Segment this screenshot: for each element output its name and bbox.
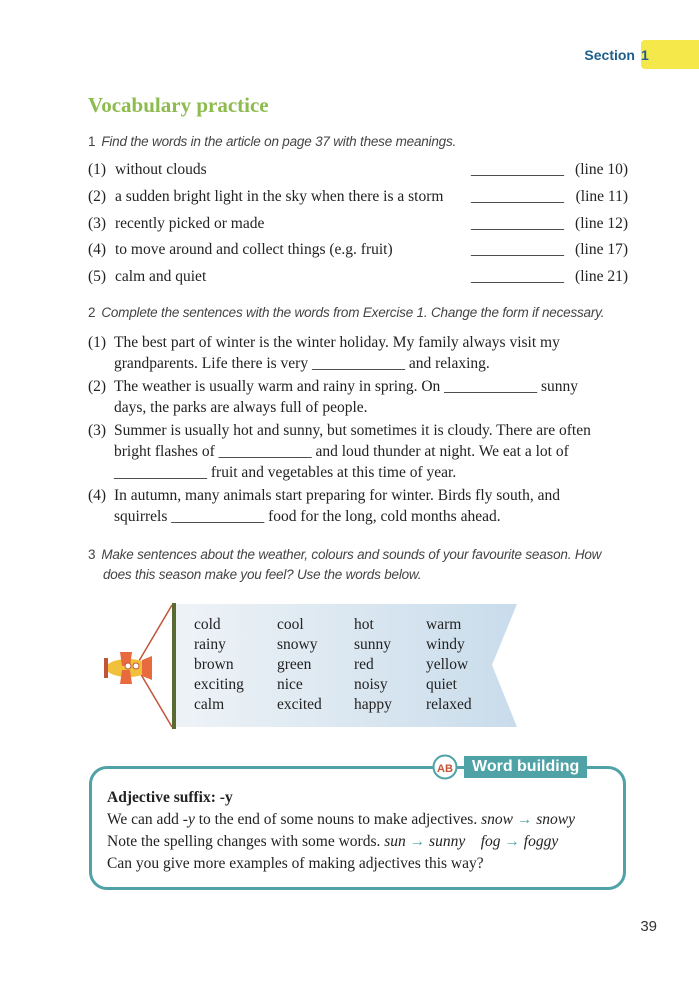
answer-blank[interactable]: ____________ — [471, 268, 564, 285]
word: yellow — [426, 656, 469, 673]
item-text: recently picked or made — [115, 215, 265, 232]
arrow-icon: → — [516, 811, 533, 828]
word: relaxed — [426, 696, 472, 713]
word-building-header — [432, 754, 587, 780]
word: sunny — [354, 636, 392, 653]
word: exciting — [194, 676, 244, 693]
item-number: (4) — [88, 487, 107, 504]
word-building-line3: Can you give more examples of making adjectives this way? — [107, 855, 484, 872]
word: noisy — [354, 676, 388, 693]
item-number: (3) — [88, 422, 107, 439]
word: windy — [426, 636, 465, 653]
word: happy — [354, 696, 392, 713]
word: cold — [194, 616, 221, 633]
word: brown — [194, 656, 234, 673]
exercise2-instruction-text: Complete the sentences with the words from Exercise 1. Change the form if necessary. — [101, 305, 605, 320]
exercise1-number: 1 — [88, 134, 96, 149]
word: hot — [354, 616, 374, 633]
word: warm — [426, 616, 462, 633]
sentence-line: In autumn, many animals start preparing for winter. Birds fly south, and — [114, 487, 560, 504]
item-number: (2) — [88, 188, 107, 205]
exercise1-instruction — [88, 134, 456, 149]
word-building-label: Word building — [464, 756, 587, 778]
section-number: 1 — [641, 40, 699, 69]
sentence-line: bright flashes of ____________ and loud thunder at night. We eat a lot of — [114, 443, 569, 460]
word: excited — [277, 696, 322, 713]
exercise1-item — [88, 241, 628, 261]
exercise2-item — [88, 332, 623, 374]
word-column — [354, 615, 392, 715]
item-number: (1) — [88, 161, 107, 178]
word-building-icon — [432, 754, 458, 780]
item-number: (3) — [88, 215, 107, 232]
sentence-line: ____________ fruit and vegetables at this time of year. — [114, 464, 457, 481]
sentence-line: The best part of winter is the winter holiday. My family always visit my — [114, 334, 560, 351]
exercise3-instruction — [88, 545, 601, 585]
exercise1-item — [88, 161, 628, 181]
exercise2-number: 2 — [88, 305, 96, 320]
arrow-icon: → — [409, 833, 426, 850]
answer-blank[interactable]: ____________ — [471, 215, 564, 232]
exercise2-item — [88, 485, 623, 527]
section-label: Section — [584, 46, 635, 63]
word: cool — [277, 616, 304, 633]
item-text: without clouds — [115, 161, 207, 178]
exercise2-instruction — [88, 305, 604, 320]
word-building-heading: Adjective suffix: -y — [107, 789, 233, 806]
arrow-icon: → — [504, 833, 520, 850]
item-number: (1) — [88, 334, 107, 351]
line-ref: (line 10) — [575, 161, 628, 178]
sentence-line: Summer is usually hot and sunny, but sometimes it is cloudy. There are often — [114, 422, 591, 439]
item-text: to move around and collect things (e.g. fruit) — [115, 241, 393, 258]
item-number: (2) — [88, 378, 107, 395]
sentence-line: squirrels ____________ food for the long, cold months ahead. — [114, 508, 501, 525]
exercise1-item — [88, 268, 628, 288]
word-building-line1: We can add -y to the end of some nouns to make adjectives. snow → snowy — [107, 811, 575, 828]
page-title: Vocabulary practice — [88, 93, 269, 117]
exercise1-item — [88, 215, 628, 235]
line-ref: (line 11) — [575, 188, 628, 205]
answer-blank[interactable]: ____________ — [471, 161, 564, 178]
word: nice — [277, 676, 303, 693]
sentence-line: grandparents. Life there is very ____________ and relaxing. — [114, 355, 490, 372]
word: calm — [194, 696, 225, 713]
exercise2-item — [88, 376, 623, 418]
sentence-line: The weather is usually warm and rainy in spring. On ____________ sunny — [114, 378, 579, 395]
word-column — [194, 615, 244, 715]
answer-blank[interactable]: ____________ — [471, 188, 564, 205]
sentence-line: days, the parks are always full of people. — [114, 399, 368, 416]
word-column — [426, 615, 472, 715]
word: snowy — [277, 636, 318, 653]
exercise3-instruction-line: Make sentences about the weather, colours and sounds of your favourite season. How — [101, 547, 602, 562]
section-tag — [584, 40, 699, 69]
word: rainy — [194, 636, 226, 653]
answer-blank[interactable]: ____________ — [471, 241, 564, 258]
item-text: a sudden bright light in the sky when there is a storm — [115, 188, 444, 205]
plane-icon — [98, 600, 178, 732]
word: quiet — [426, 676, 457, 693]
line-ref: (line 17) — [575, 241, 628, 258]
word-building-icon-text: AB — [437, 763, 453, 775]
exercise1-instruction-text: Find the words in the article on page 37 with these meanings. — [101, 134, 457, 149]
line-ref: (line 21) — [575, 268, 628, 285]
word-building-line2: Note the spelling changes with some words. sun → sunny fog → foggy — [107, 833, 559, 850]
word: red — [354, 656, 374, 673]
page-number: 39 — [640, 918, 657, 935]
exercise3-number: 3 — [88, 547, 96, 562]
exercise1-item — [88, 188, 628, 208]
item-number: (5) — [88, 268, 107, 285]
word-column — [277, 615, 322, 715]
exercise2-item — [88, 420, 623, 483]
exercise3-instruction-line: does this season make you feel? Use the words below. — [103, 567, 422, 582]
item-number: (4) — [88, 241, 107, 258]
item-text: calm and quiet — [115, 268, 207, 285]
word: green — [277, 656, 312, 673]
line-ref: (line 12) — [575, 215, 628, 232]
